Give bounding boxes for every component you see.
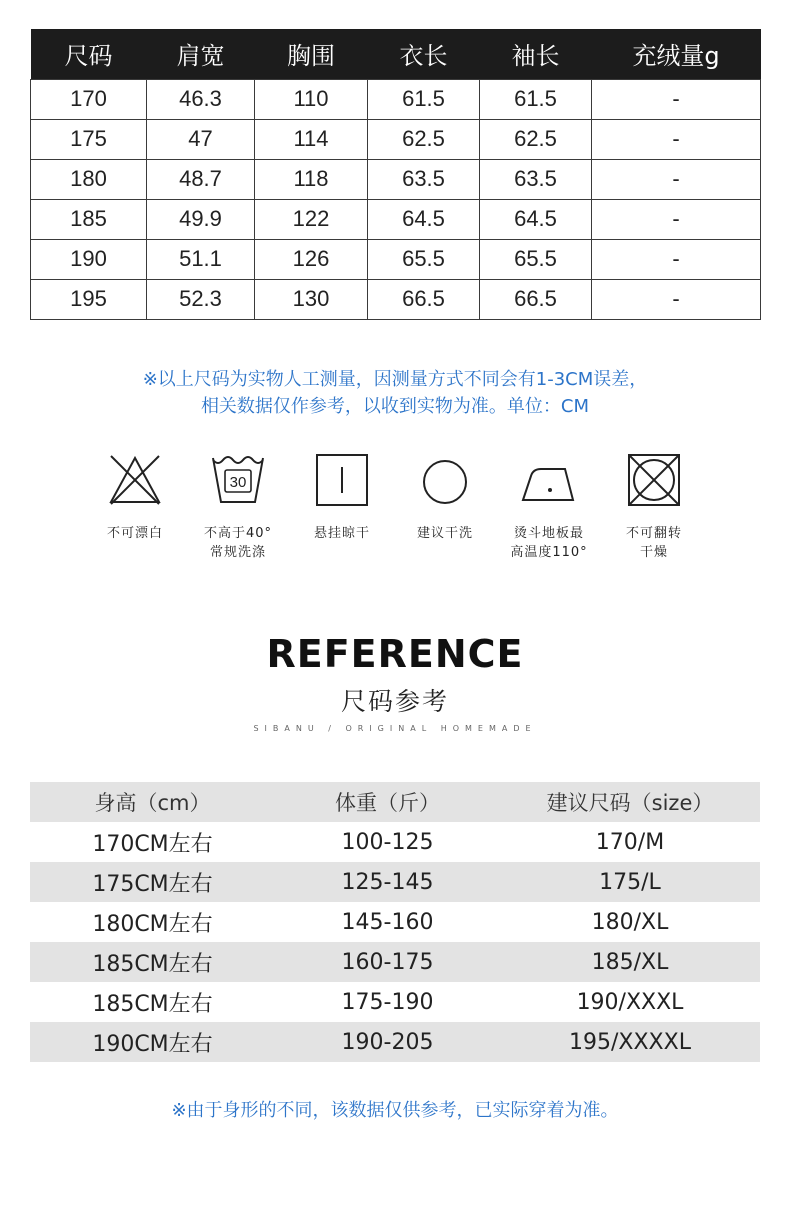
care-item-wash (186, 452, 290, 562)
no-tumble-dry-icon (626, 452, 682, 508)
hang-dry-icon (314, 452, 370, 508)
table-cell: 185/XL (591, 949, 669, 975)
table-row (31, 279, 761, 319)
table-cell: 63.5 (368, 159, 480, 199)
table-cell: 48.7 (147, 159, 255, 199)
table-cell: 160-175 (341, 949, 434, 975)
table-cell: 52.3 (147, 279, 255, 319)
wash-30-icon (210, 452, 266, 508)
table-cell: 175CM左右 (92, 871, 213, 897)
table-row (31, 119, 761, 159)
no-bleach-icon (107, 452, 163, 508)
header-size: 尺码 (31, 29, 147, 79)
care-instructions (0, 452, 790, 572)
iron-icon (519, 452, 579, 508)
table-cell: 114 (255, 119, 368, 159)
care-label: 建议干洗 (416, 526, 473, 541)
care-label: 悬挂晾干 (313, 526, 370, 541)
table-cell: 180/XL (591, 909, 669, 935)
table-cell: 64.5 (480, 199, 592, 239)
table-cell: 100-125 (341, 829, 434, 855)
table-cell: 65.5 (368, 239, 480, 279)
table-cell: 175-190 (341, 989, 434, 1015)
table-row (30, 822, 760, 862)
svg-text:30: 30 (229, 474, 247, 491)
header-shoulder: 肩宽 (147, 29, 255, 79)
table-cell: 125-145 (341, 869, 434, 895)
recommend-header-row (30, 782, 760, 822)
header-height: 身高（cm） (94, 791, 211, 815)
table-cell: 185CM左右 (92, 951, 213, 977)
header-suggested-size: 建议尺码（size） (546, 791, 714, 815)
reference-title: REFERENCE (266, 632, 524, 676)
dry-clean-icon (417, 452, 473, 508)
table-cell: 145-160 (341, 909, 434, 935)
care-item-no-bleach (83, 452, 187, 543)
table-cell: 66.5 (480, 279, 592, 319)
table-cell: 51.1 (147, 239, 255, 279)
table-row (31, 239, 761, 279)
table-row (30, 942, 760, 982)
table-cell: 110 (255, 79, 368, 119)
table-cell: 61.5 (480, 79, 592, 119)
size-table (30, 29, 761, 320)
header-down-fill: 充绒量g (592, 29, 761, 79)
body-shape-note: ※由于身形的不同，该数据仅供参考，已实际穿着为准。 (171, 1100, 619, 1121)
table-cell: 170 (31, 79, 147, 119)
table-cell: 195 (31, 279, 147, 319)
care-item-dry-clean (393, 452, 497, 543)
table-cell: 46.3 (147, 79, 255, 119)
table-cell: - (592, 159, 761, 199)
table-cell: - (592, 199, 761, 239)
table-cell: 65.5 (480, 239, 592, 279)
table-cell: 175/L (599, 869, 661, 895)
table-cell: 180CM左右 (92, 911, 213, 937)
table-cell: 180 (31, 159, 147, 199)
table-row (31, 79, 761, 119)
care-label: 不高于40° 常规洗涤 (203, 526, 273, 560)
table-cell: 175 (31, 119, 147, 159)
table-cell: 190CM左右 (92, 1031, 213, 1057)
table-cell: 118 (255, 159, 368, 199)
header-chest: 胸围 (255, 29, 368, 79)
table-cell: 185 (31, 199, 147, 239)
reference-tagline: SIBANU / ORIGINAL HOMEMADE (253, 724, 537, 733)
header-length: 衣长 (368, 29, 480, 79)
table-cell: - (592, 119, 761, 159)
table-cell: 190 (31, 239, 147, 279)
care-label: 烫斗地板最 高温度110° (510, 526, 588, 560)
table-row (30, 862, 760, 902)
table-cell: 126 (255, 239, 368, 279)
header-weight: 体重（斤） (335, 791, 440, 815)
measurement-note (0, 366, 790, 420)
table-cell: 170/M (595, 829, 665, 855)
measurement-note-line-1: ※以上尺码为实物人工测量，因测量方式不同会有1-3CM误差， (142, 369, 648, 390)
table-row (31, 159, 761, 199)
care-label: 不可漂白 (106, 526, 163, 541)
reference-subtitle: 尺码参考 (340, 687, 449, 716)
size-table-header (31, 29, 761, 79)
table-cell: 195/XXXXL (569, 1029, 691, 1055)
table-row (30, 982, 760, 1022)
table-cell: - (592, 239, 761, 279)
table-cell: 190/XXXL (576, 989, 684, 1015)
care-item-no-tumble-dry (602, 452, 706, 562)
table-cell: 63.5 (480, 159, 592, 199)
measurement-note-line-2: 相关数据仅作参考，以收到实物为准。单位：CM (200, 396, 590, 417)
care-item-iron (497, 452, 601, 562)
header-sleeve: 袖长 (480, 29, 592, 79)
table-row (31, 199, 761, 239)
table-cell: - (592, 279, 761, 319)
care-item-hang-dry (290, 452, 394, 543)
table-cell: 185CM左右 (92, 991, 213, 1017)
table-cell: 64.5 (368, 199, 480, 239)
table-row (30, 902, 760, 942)
table-cell: 66.5 (368, 279, 480, 319)
table-cell: 62.5 (480, 119, 592, 159)
care-label: 不可翻转 干燥 (625, 526, 682, 560)
table-cell: 62.5 (368, 119, 480, 159)
table-cell: 170CM左右 (92, 831, 213, 857)
table-cell: 47 (147, 119, 255, 159)
table-cell: 49.9 (147, 199, 255, 239)
table-cell: 130 (255, 279, 368, 319)
table-cell: 122 (255, 199, 368, 239)
table-row (30, 1022, 760, 1062)
table-cell: - (592, 79, 761, 119)
table-cell: 61.5 (368, 79, 480, 119)
size-recommendation-table (30, 782, 760, 1062)
table-cell: 190-205 (341, 1029, 434, 1055)
